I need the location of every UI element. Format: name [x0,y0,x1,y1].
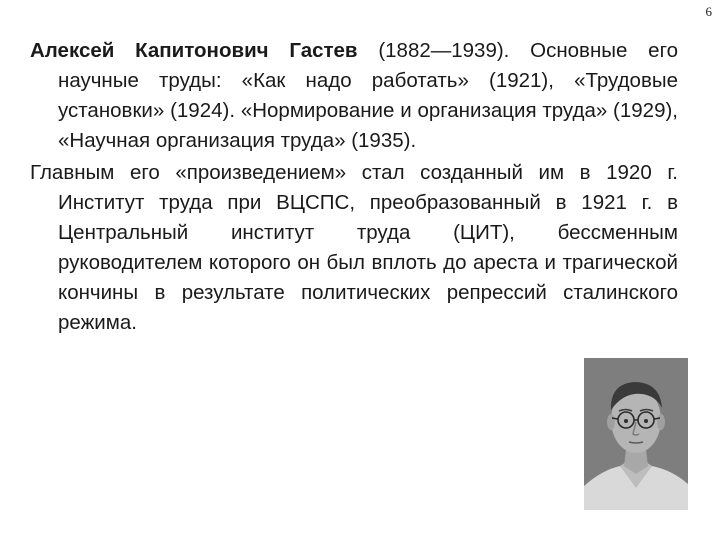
works-list: (1882—1939). Основные его научные труды: «Как надо работать» (1921), «Трудовые установки» (1924). «Нормирование и организация труда» (1929), «Научная организация труда» (1935). [58,39,679,152]
slide-body [30,36,678,338]
page-number: 6 [705,4,712,19]
paragraph-biography [30,36,678,156]
portrait-photo [584,358,688,510]
person-name: Алексей Капитонович Гастев [30,39,358,62]
paragraph-institute: Главным его «произведением» стал созданный им в 1920 г. Институт труда при ВЦСПС, преобразованный в 1921 г. в Центральный институт труда (ЦИТ), бессменным руководителем которого он был вплоть до ареста и трагической кончины в результате политических репрессий сталинского режима. [30,161,678,334]
portrait-icon [584,358,688,510]
